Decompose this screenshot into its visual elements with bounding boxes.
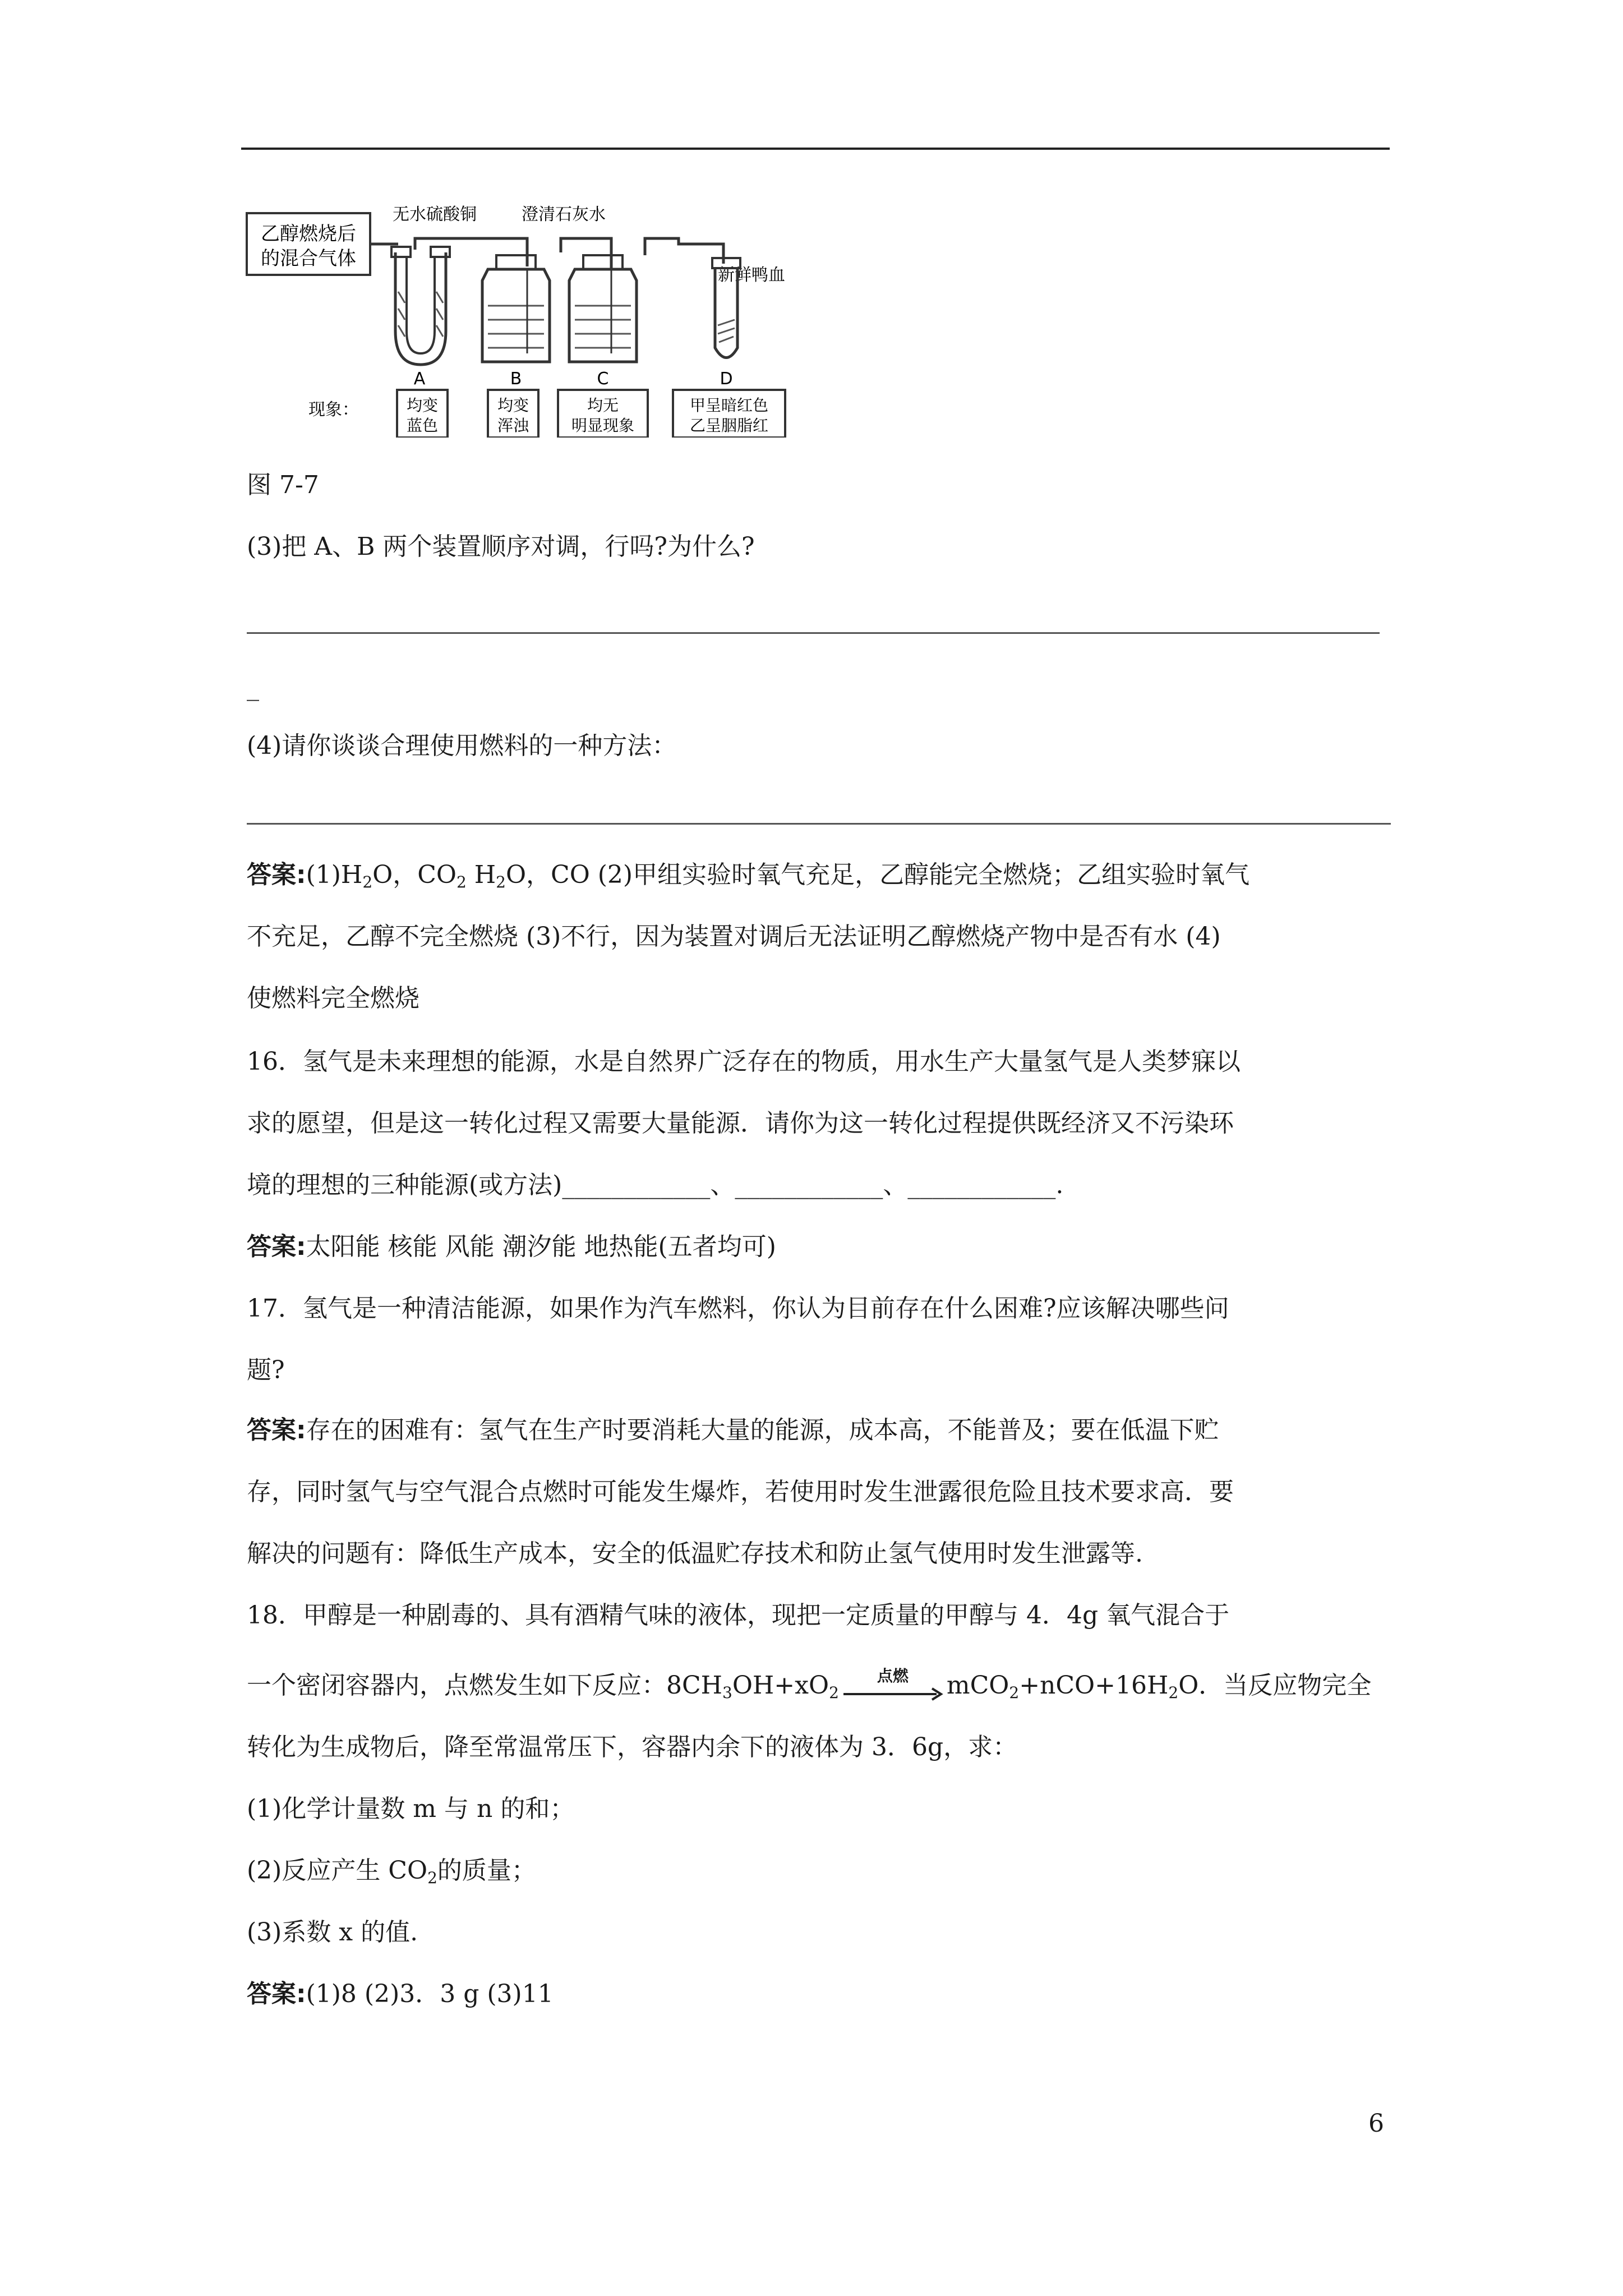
answer-17-line1: 答案:存在的困难有：氢气在生产时要消耗大量的能源，成本高，不能普及；要在低温下贮 <box>247 1416 1219 1444</box>
bottle-c <box>569 255 637 362</box>
question-16-line2: 求的愿望，但是这一转化过程又需要大量能源．请你为这一转化过程提供既经济又不污染环 <box>247 1109 1234 1138</box>
obs-c-line2: 明显现象 <box>571 416 635 435</box>
answer-label: 答案: <box>247 1232 306 1261</box>
answer-16: 答案:太阳能 核能 风能 潮汐能 地热能(五者均可) <box>247 1232 776 1261</box>
answer-15-line3: 使燃料完全燃烧 <box>247 984 419 1013</box>
answer-18: 答案:(1)8 (2)3．3 g (3)11 <box>247 1980 554 2008</box>
question-18-part2: (2)反应产生 $CO_2$的质量； <box>247 1856 536 1887</box>
letter-a: A <box>413 369 426 389</box>
answer-17-line3: 解决的问题有：降低生产成本，安全的低温贮存技术和防止氢气使用时发生泄露等. <box>247 1539 1143 1568</box>
letter-b: B <box>510 369 522 389</box>
letter-c: C <box>597 369 609 389</box>
figure-caption: 图 7-7 <box>247 471 319 499</box>
question-18-line2: 一个密闭容器内，点燃发生如下反应：$8CH_3OH+xO_2$ 点燃 $mCO_2+nCO+16H_2O$．当反应物完全 <box>247 1669 1371 1710</box>
gas-box-line2: 的混合气体 <box>261 247 356 270</box>
label-anhydrous-cuso4: 无水硫酸铜 <box>393 205 477 224</box>
answer-blank-q3[interactable] <box>247 632 1380 634</box>
bottle-b <box>482 255 550 362</box>
page-number: 6 <box>1368 2109 1384 2138</box>
question-18-line3: 转化为生成物后，降至常温常压下，容器内余下的液体为 3．6g，求： <box>247 1733 1018 1761</box>
answer-label: 答案: <box>247 861 306 889</box>
gas-box-line1: 乙醇燃烧后 <box>261 223 356 245</box>
answer-blank-q3-tail: _ <box>247 673 259 701</box>
question-18-part3: (3)系数 x 的值. <box>247 1918 418 1947</box>
question-16-line1: 16．氢气是未来理想的能源，水是自然界广泛存在的物质，用水生产大量氢气是人类梦寐以 <box>247 1047 1241 1076</box>
letter-d: D <box>720 369 733 389</box>
question-4: (4)请你谈谈合理使用燃料的一种方法： <box>247 731 677 760</box>
answer-17-line2: 存，同时氢气与空气混合点燃时可能发生爆炸，若使用时发生泄露很危险且技术要求高．要 <box>247 1478 1234 1506</box>
answer-15-line2: 不充足，乙醇不完全燃烧 (3)不行，因为装置对调后无法证明乙醇燃烧产物中是否有水 (4) <box>247 922 1221 951</box>
arrow-condition: 点燃 <box>877 1666 909 1685</box>
u-tube-a <box>391 247 450 365</box>
obs-c-line1: 均无 <box>587 396 619 415</box>
phenomenon-label: 现象： <box>308 400 359 420</box>
label-duck-blood: 新鲜鸭血 <box>718 265 785 285</box>
header-rule <box>241 148 1390 150</box>
label-limewater: 澄清石灰水 <box>522 205 606 224</box>
question-16-line3: 境的理想的三种能源(或方法)____________、____________、____________. <box>247 1171 1064 1199</box>
answer-label: 答案: <box>247 1980 306 2008</box>
obs-d-line1: 甲呈暗红色 <box>689 396 769 415</box>
question-17-line2: 题? <box>247 1356 285 1384</box>
answer-15-line1: 答案$:(1)H_2O$，$CO_2$ $H_2O$，CO (2)甲组实验时氧气充足，乙醇能完全燃烧；乙组实验时氧气 <box>247 861 1250 891</box>
obs-a-line2: 蓝色 <box>406 416 439 435</box>
question-3: (3)把 A、B 两个装置顺序对调，行吗?为什么? <box>247 532 755 561</box>
obs-b-line1: 均变 <box>497 396 529 415</box>
answer-label: 答案: <box>247 1416 306 1444</box>
obs-a-line1: 均变 <box>406 396 439 415</box>
reaction-arrow <box>842 1666 943 1699</box>
question-18-line1: 18．甲醇是一种剧毒的、具有酒精气味的液体，现把一定质量的甲醇与 4．4g 氧气混合于 <box>247 1601 1230 1630</box>
question-18-part1: (1)化学计量数 m 与 n 的和； <box>247 1795 575 1823</box>
apparatus-figure <box>241 191 802 438</box>
apparatus-diagram <box>241 191 802 438</box>
obs-b-line2: 浑浊 <box>497 416 529 435</box>
obs-d-line2: 乙呈胭脂红 <box>689 416 769 435</box>
answer-blank-q4[interactable] <box>247 823 1391 825</box>
question-17-line1: 17．氢气是一种清洁能源，如果作为汽车燃料，你认为目前存在什么困难?应该解决哪些问 <box>247 1294 1229 1323</box>
